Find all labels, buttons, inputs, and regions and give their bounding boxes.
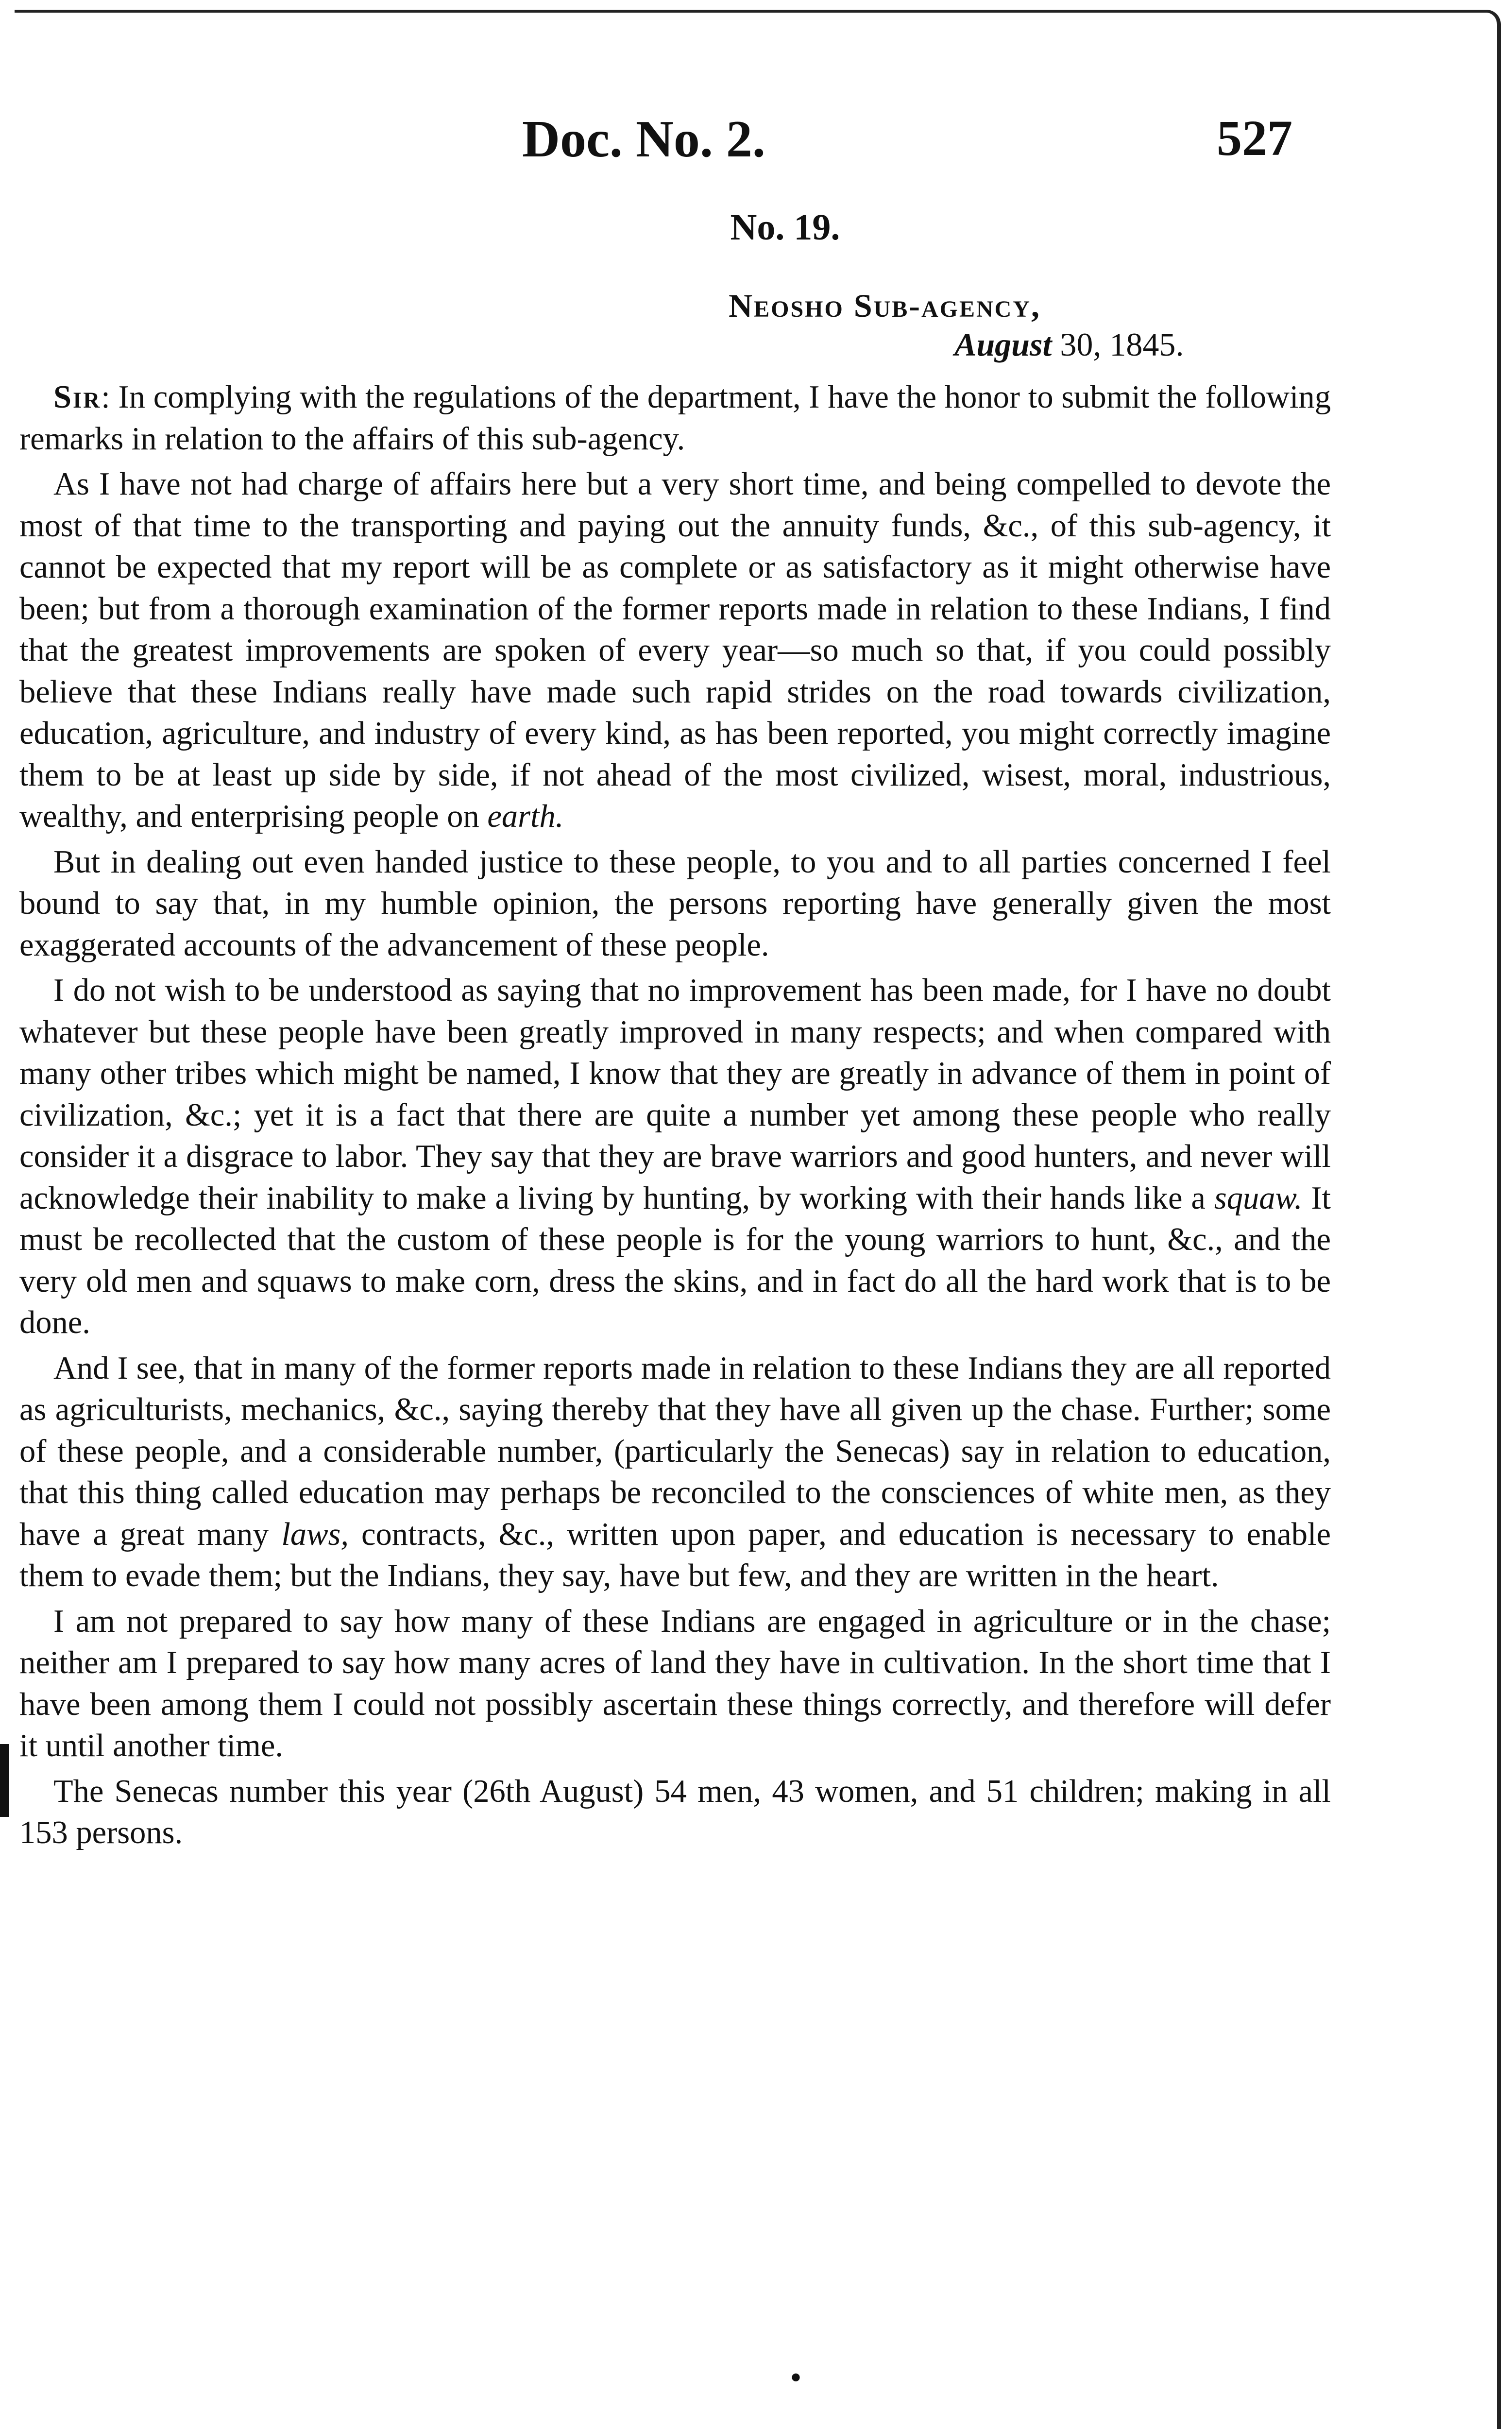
paragraph-4-emphasis: squaw. [1214, 1180, 1303, 1216]
letter-date [954, 325, 1184, 364]
footer-mark: • [791, 2361, 801, 2394]
date-month: August [954, 326, 1052, 363]
paragraph-2-text: As I have not had charge of affairs here but a very short time, and being compelled to devote the most of that time to the transporting and paying out the annuity funds, &c., of this sub-agency, it cannot be expected that my report will be as complete or as satisfactory as it might otherwise have been; but from a thorough examination of the former reports made in relation to these Indians, I find that the greatest improvements are spoken of every year—so much so that, if you could possibly believe that these Indians really have made such rapid strides on the road towards civilization, education, agriculture, and industry of every kind, as has been reported, you might correctly imagine them to be at least up side by side, if not ahead of the most civilized, wisest, moral, industrious, wealthy, and enterprising people on [19, 466, 1331, 834]
doc-number: Doc. No. 2. [522, 110, 765, 168]
paragraph-1 [19, 376, 1331, 460]
date-rest: 30, 1845. [1052, 326, 1184, 363]
paragraph-2 [19, 463, 1331, 838]
paragraph-7 [19, 1771, 1331, 1854]
paragraph-7-text: The Senecas number this year (26th August) 54 men, 43 women, and 51 children; making in all 153 persons. [19, 1773, 1331, 1850]
letter-place: Neosho Sub-agency, [729, 287, 1041, 324]
paragraph-5 [19, 1348, 1331, 1597]
paragraph-3 [19, 841, 1331, 966]
paragraph-5-emphasis: laws, [281, 1516, 349, 1552]
binding-edge-mark [0, 1744, 9, 1817]
salutation: Sir [53, 379, 102, 415]
letter-number: No. 19. [730, 207, 840, 248]
paragraph-1-text: : In complying with the regulations of the department, I have the honor to submit the following remarks in relation to the affairs of this sub-agency. [19, 379, 1331, 457]
paragraph-4-text-b: It must be recollected that the custom of these people is for the young warriors to hunt, &c., and the very old men and squaws to make corn, dress the skins, and in fact do all the hard work that is to be done. [19, 1180, 1331, 1340]
paragraph-6-text: I am not prepared to say how many of these Indians are engaged in agriculture or in the chase; neither am I prepared to say how many acres of land they have in cultivation. In the short time that I have been among them I could not possibly ascertain these things correctly, and therefore will defer it until another time. [19, 1603, 1331, 1763]
paragraph-5-text-b: contracts, &c., written upon paper, and education is necessary to enable them to evade them; but the Indians, they say, have but few, and they are written in the heart. [19, 1516, 1331, 1593]
letter-body [19, 376, 1331, 1858]
page-number: 527 [1217, 110, 1292, 166]
paragraph-2-emphasis: earth. [487, 799, 564, 834]
paragraph-4 [19, 970, 1331, 1344]
running-head [0, 109, 1512, 177]
paragraph-6 [19, 1601, 1331, 1767]
paragraph-3-text: But in dealing out even handed justice to these people, to you and to all parties concerned I feel bound to say that, in my humble opinion, the persons reporting have generally given the most exaggerated accounts of the advancement of these people. [19, 844, 1331, 963]
paragraph-5-text-a: And I see, that in many of the former reports made in relation to these Indians they are all reported as agriculturists, mechanics, &c., saying thereby that they have all given up the chase. Further; some of these people, and a considerable number, (particularly the Senecas) say in relation to education, that this thing called education may perhaps be reconciled to the consciences of white men, as they have a great many [19, 1350, 1331, 1552]
paragraph-4-text-a: I do not wish to be understood as saying that no improvement has been made, for I have no doubt whatever but these people have been greatly improved in many respects; and when compared with many other tribes which might be named, I know that they are greatly in advance of them in point of civilization, &c.; yet it is a fact that there are quite a number yet among these people who really consider it a disgrace to labor. They say that they are brave warriors and good hunters, and never will acknowledge their inability to make a living by hunting, by working with their hands like a [19, 973, 1331, 1216]
